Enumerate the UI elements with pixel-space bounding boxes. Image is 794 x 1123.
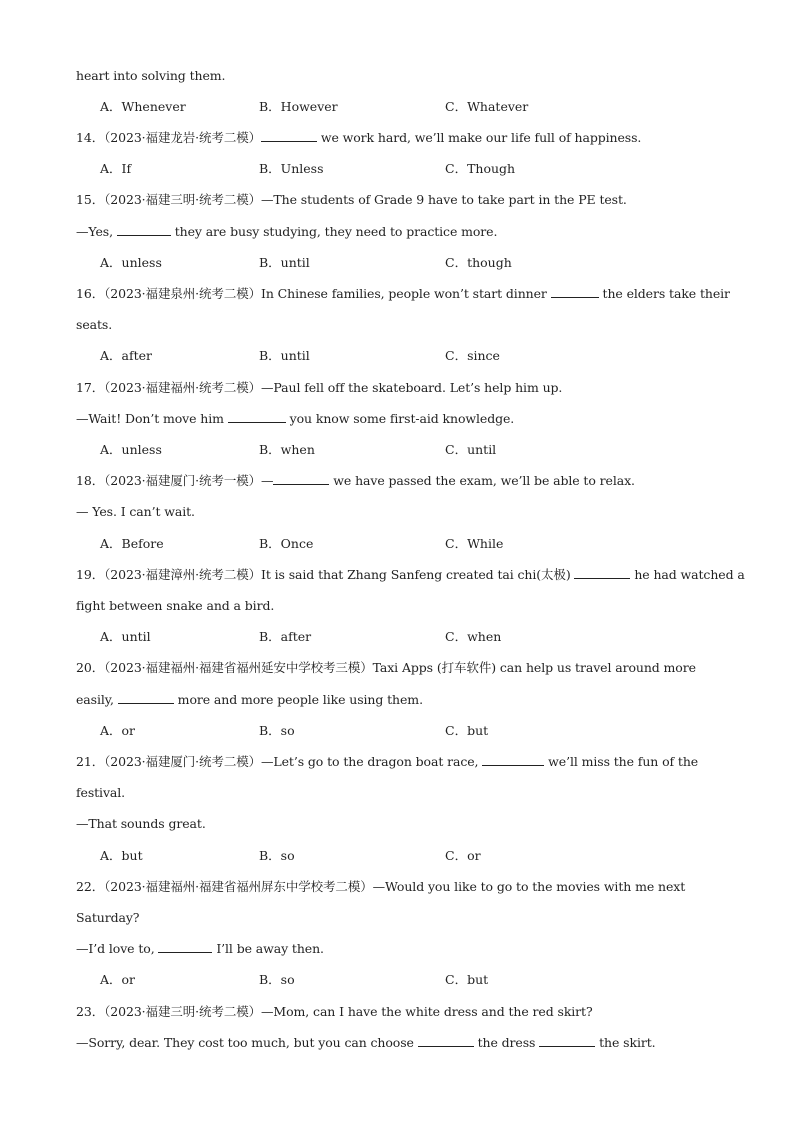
question-text-line: easily, more and more people like using them. [76, 692, 423, 707]
answer-blank [551, 286, 599, 298]
answer-blank [118, 692, 174, 704]
question-text-line: —Wait! Don’t move him you know some first-aid knowledge. [76, 411, 515, 426]
question-text-line: fight between snake and a bird. [76, 598, 275, 613]
question-23: 23．（2023·福建三明·统考二模）—Mom, can I have the white dress and the red skirt? [76, 1004, 593, 1019]
answer-blank [117, 224, 171, 236]
option-a: A．Before [100, 536, 164, 551]
option-b: B．when [259, 442, 315, 457]
option-b: B．after [259, 629, 312, 644]
option-b: B．so [259, 723, 295, 738]
question-text-line: —Yes, they are busy studying, they need to practice more. [76, 224, 498, 239]
option-a: A．after [100, 348, 153, 363]
option-a: A．or [100, 723, 136, 738]
option-c: C．While [445, 536, 504, 551]
question-14: 14．（2023·福建龙岩·统考二模） we work hard, we’ll make our life full of happiness. [76, 130, 642, 145]
option-c: C．though [445, 255, 512, 270]
question-15: 15．（2023·福建三明·统考二模）—The students of Grade 9 have to take part in the PE test. [76, 192, 627, 207]
option-c: C．when [445, 629, 502, 644]
question-text-line: seats. [76, 317, 113, 332]
option-c: C．or [445, 848, 481, 863]
option-c: C．but [445, 972, 489, 987]
option-c: C．but [445, 723, 489, 738]
question-19: 19．（2023·福建漳州·统考二模）It is said that Zhang Sanfeng created tai chi(太极) he had watched a [76, 567, 745, 582]
question-16: 16．（2023·福建泉州·统考二模）In Chinese families, people won’t start dinner the elders take their [76, 286, 730, 301]
option-a: A．but [100, 848, 143, 863]
answer-blank [261, 130, 317, 142]
option-b: B．so [259, 848, 295, 863]
question-text-line: heart into solving them. [76, 68, 226, 83]
option-a: A．or [100, 972, 136, 987]
question-text-line: —I’d love to, I’ll be away then. [76, 941, 324, 956]
answer-blank [574, 567, 630, 579]
option-a: A．until [100, 629, 151, 644]
option-c: C．Whatever [445, 99, 529, 114]
option-c: C．since [445, 348, 500, 363]
question-17: 17．（2023·福建福州·统考二模）—Paul fell off the skateboard. Let’s help him up. [76, 380, 563, 395]
question-text-line: —Sorry, dear. They cost too much, but you can choose the dress the skirt. [76, 1035, 656, 1050]
question-text-line: festival. [76, 785, 126, 800]
option-b: B．until [259, 255, 310, 270]
question-text-line: Saturday? [76, 910, 140, 925]
question-text-line: — Yes. I can’t wait. [76, 504, 195, 519]
option-c: C．until [445, 442, 497, 457]
answer-blank [539, 1035, 595, 1047]
question-18: 18．（2023·福建厦门·统考一模）— we have passed the exam, we’ll be able to relax. [76, 473, 635, 488]
option-a: A．unless [100, 442, 162, 457]
option-c: C．Though [445, 161, 516, 176]
answer-blank [228, 411, 286, 423]
answer-blank [158, 941, 212, 953]
option-a: A．If [100, 161, 132, 176]
answer-blank [482, 754, 544, 766]
question-22: 22．（2023·福建福州·福建省福州屏东中学校考二模）—Would you like to go to the movies with me next [76, 879, 686, 894]
option-b: B．Unless [259, 161, 324, 176]
option-b: B．However [259, 99, 338, 114]
answer-blank [273, 473, 329, 485]
option-b: B．so [259, 972, 295, 987]
option-a: A．unless [100, 255, 162, 270]
question-text-line: —That sounds great. [76, 816, 206, 831]
answer-blank [418, 1035, 474, 1047]
option-b: B．until [259, 348, 310, 363]
option-b: B．Once [259, 536, 314, 551]
option-a: A．Whenever [100, 99, 186, 114]
question-20: 20．（2023·福建福州·福建省福州延安中学校考三模）Taxi Apps (打车软件) can help us travel around more [76, 660, 696, 675]
question-21: 21．（2023·福建厦门·统考二模）—Let’s go to the dragon boat race, we’ll miss the fun of the [76, 754, 699, 769]
